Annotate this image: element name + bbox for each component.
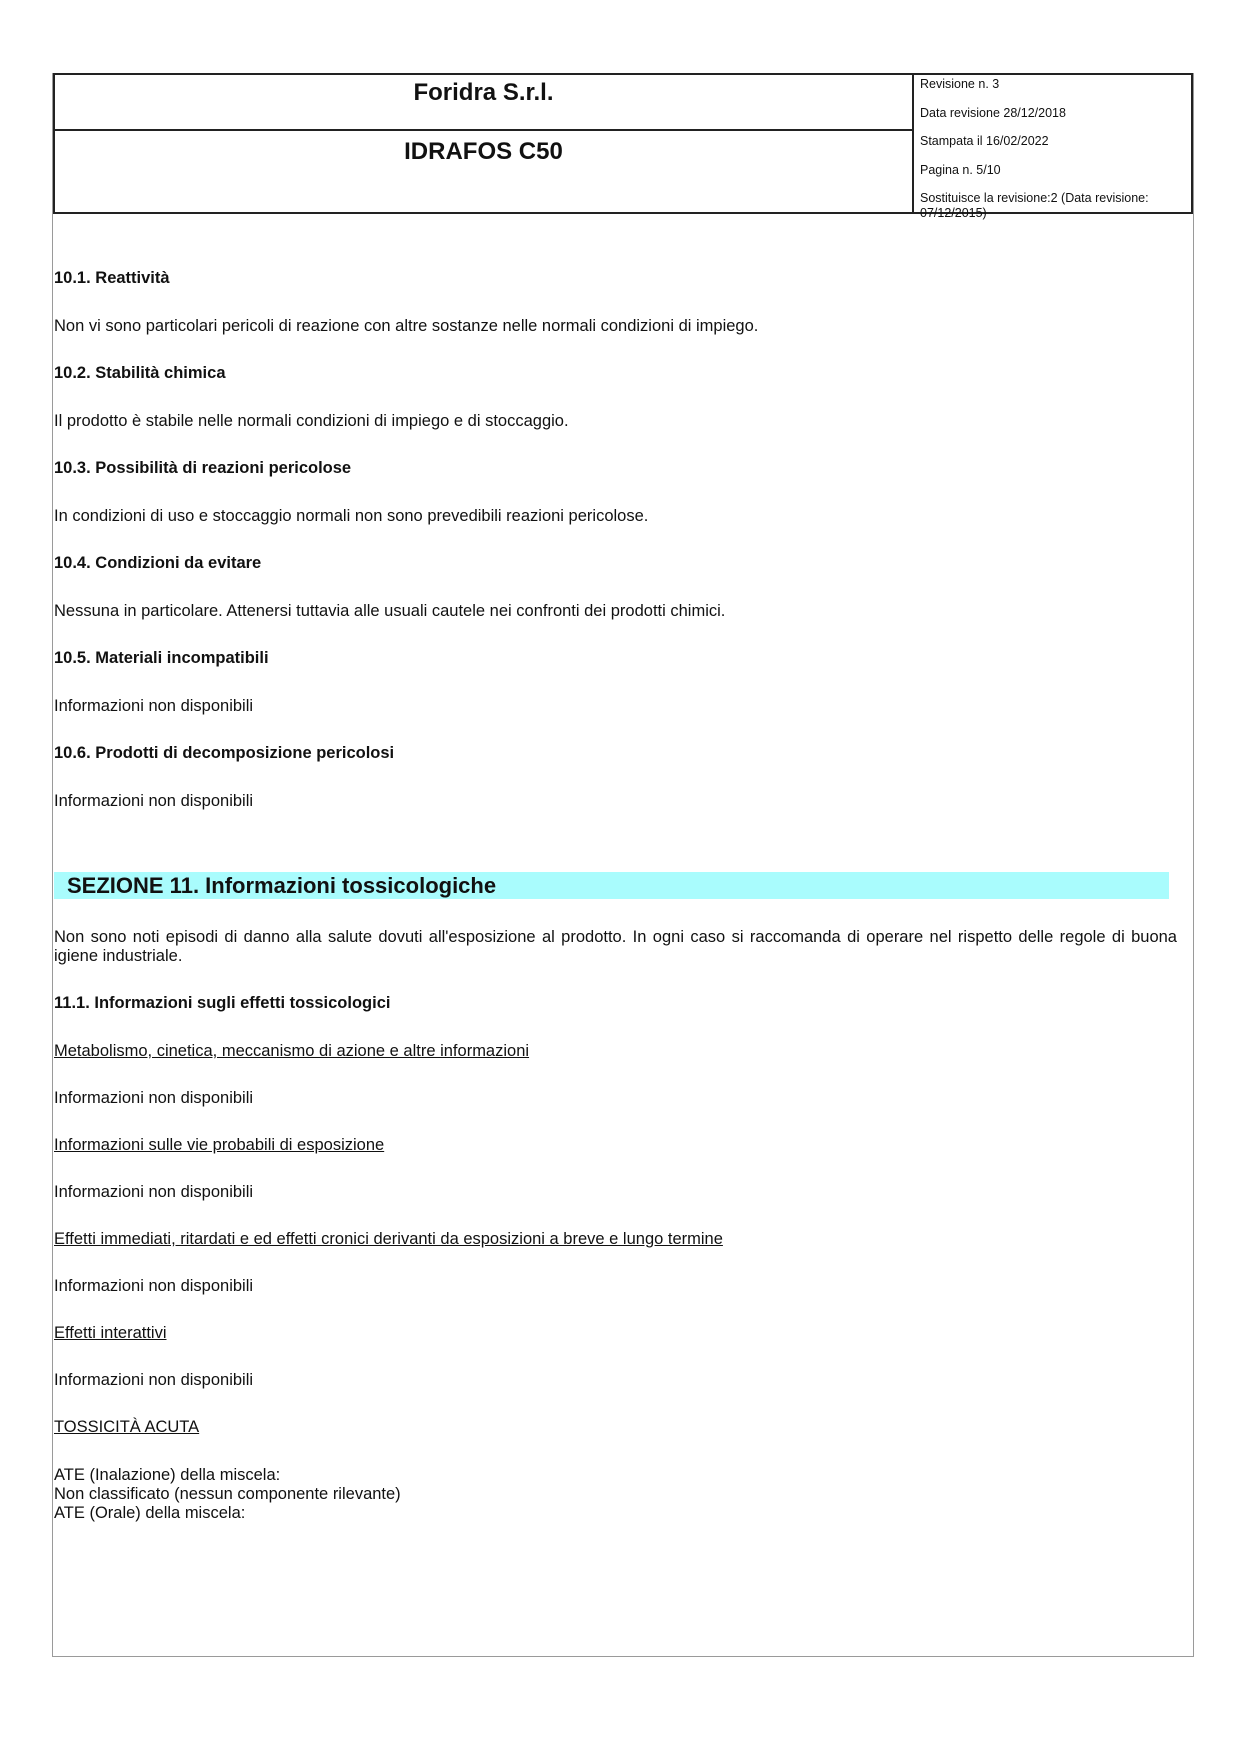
header-title-block — [55, 75, 914, 212]
section-11-title: SEZIONE 11. Informazioni tossicologiche — [54, 872, 1169, 899]
heading-10-6: 10.6. Prodotti di decomposizione pericolosi — [54, 744, 395, 762]
ate-inhalation: ATE (Inalazione) della miscela: — [54, 1466, 281, 1484]
effects-text: Informazioni non disponibili — [54, 1277, 254, 1295]
interactive-effects-text: Informazioni non disponibili — [54, 1371, 254, 1389]
text-10-1: Non vi sono particolari pericoli di reazione con altre sostanze nelle normali condizioni di impiego. — [54, 317, 759, 335]
heading-10-5: 10.5. Materiali incompatibili — [54, 649, 269, 667]
section-11-intro: Non sono noti episodi di danno alla salute dovuti all'esposizione al prodotto. In ogni caso si raccomanda di operare nel rispetto delle regole di buona igiene industriale. — [54, 928, 1177, 965]
text-10-5: Informazioni non disponibili — [54, 697, 254, 715]
header-meta — [914, 75, 1191, 220]
metabolism-heading: Metabolismo, cinetica, meccanismo di azione e altre informazioni — [54, 1042, 530, 1060]
ate-oral: ATE (Orale) della miscela: — [54, 1504, 246, 1522]
section-11-content — [54, 928, 1177, 1523]
acute-toxicity-heading: TOSSICITÀ ACUTA — [54, 1418, 200, 1436]
text-10-4: Nessuna in particolare. Attenersi tuttavia alle usuali cautele nei confronti dei prodotti chimici. — [54, 602, 726, 620]
text-10-6: Informazioni non disponibili — [54, 792, 254, 810]
page-number: Pagina n. 5/10 — [920, 162, 1001, 177]
exposure-routes-heading: Informazioni sulle vie probabili di esposizione — [54, 1136, 385, 1154]
heading-10-1: 10.1. Reattività — [54, 269, 170, 287]
effects-heading: Effetti immediati, ritardati e ed effetti cronici derivanti da esposizioni a breve e lungo termine — [54, 1230, 723, 1248]
acute-toxicity-details — [54, 1466, 1177, 1523]
heading-10-3: 10.3. Possibilità di reazioni pericolose — [54, 459, 352, 477]
replaces-revision: Sostituisce la revisione:2 (Data revisione: 07/12/2015) — [920, 191, 1149, 220]
company-name: Foridra S.r.l. — [55, 75, 912, 131]
text-10-2: Il prodotto è stabile nelle normali condizioni di impiego e di stoccaggio. — [54, 412, 569, 430]
metabolism-text: Informazioni non disponibili — [54, 1089, 254, 1107]
interactive-effects-heading: Effetti interattivi — [54, 1324, 167, 1342]
heading-10-2: 10.2. Stabilità chimica — [54, 364, 226, 382]
revision-number: Revisione n. 3 — [920, 77, 1000, 91]
heading-11-1: 11.1. Informazioni sugli effetti tossicologici — [54, 994, 391, 1012]
not-classified: Non classificato (nessun componente rilevante) — [54, 1485, 401, 1503]
section-10-content — [54, 270, 1177, 840]
heading-10-4: 10.4. Condizioni da evitare — [54, 554, 262, 572]
print-date: Stampata il 16/02/2022 — [920, 134, 1049, 148]
exposure-routes-text: Informazioni non disponibili — [54, 1183, 254, 1201]
product-name: IDRAFOS C50 — [404, 138, 563, 165]
text-10-3: In condizioni di uso e stoccaggio normali non sono prevedibili reazioni pericolose. — [54, 507, 649, 525]
document-header — [53, 73, 1193, 220]
revision-date: Data revisione 28/12/2018 — [920, 105, 1066, 120]
